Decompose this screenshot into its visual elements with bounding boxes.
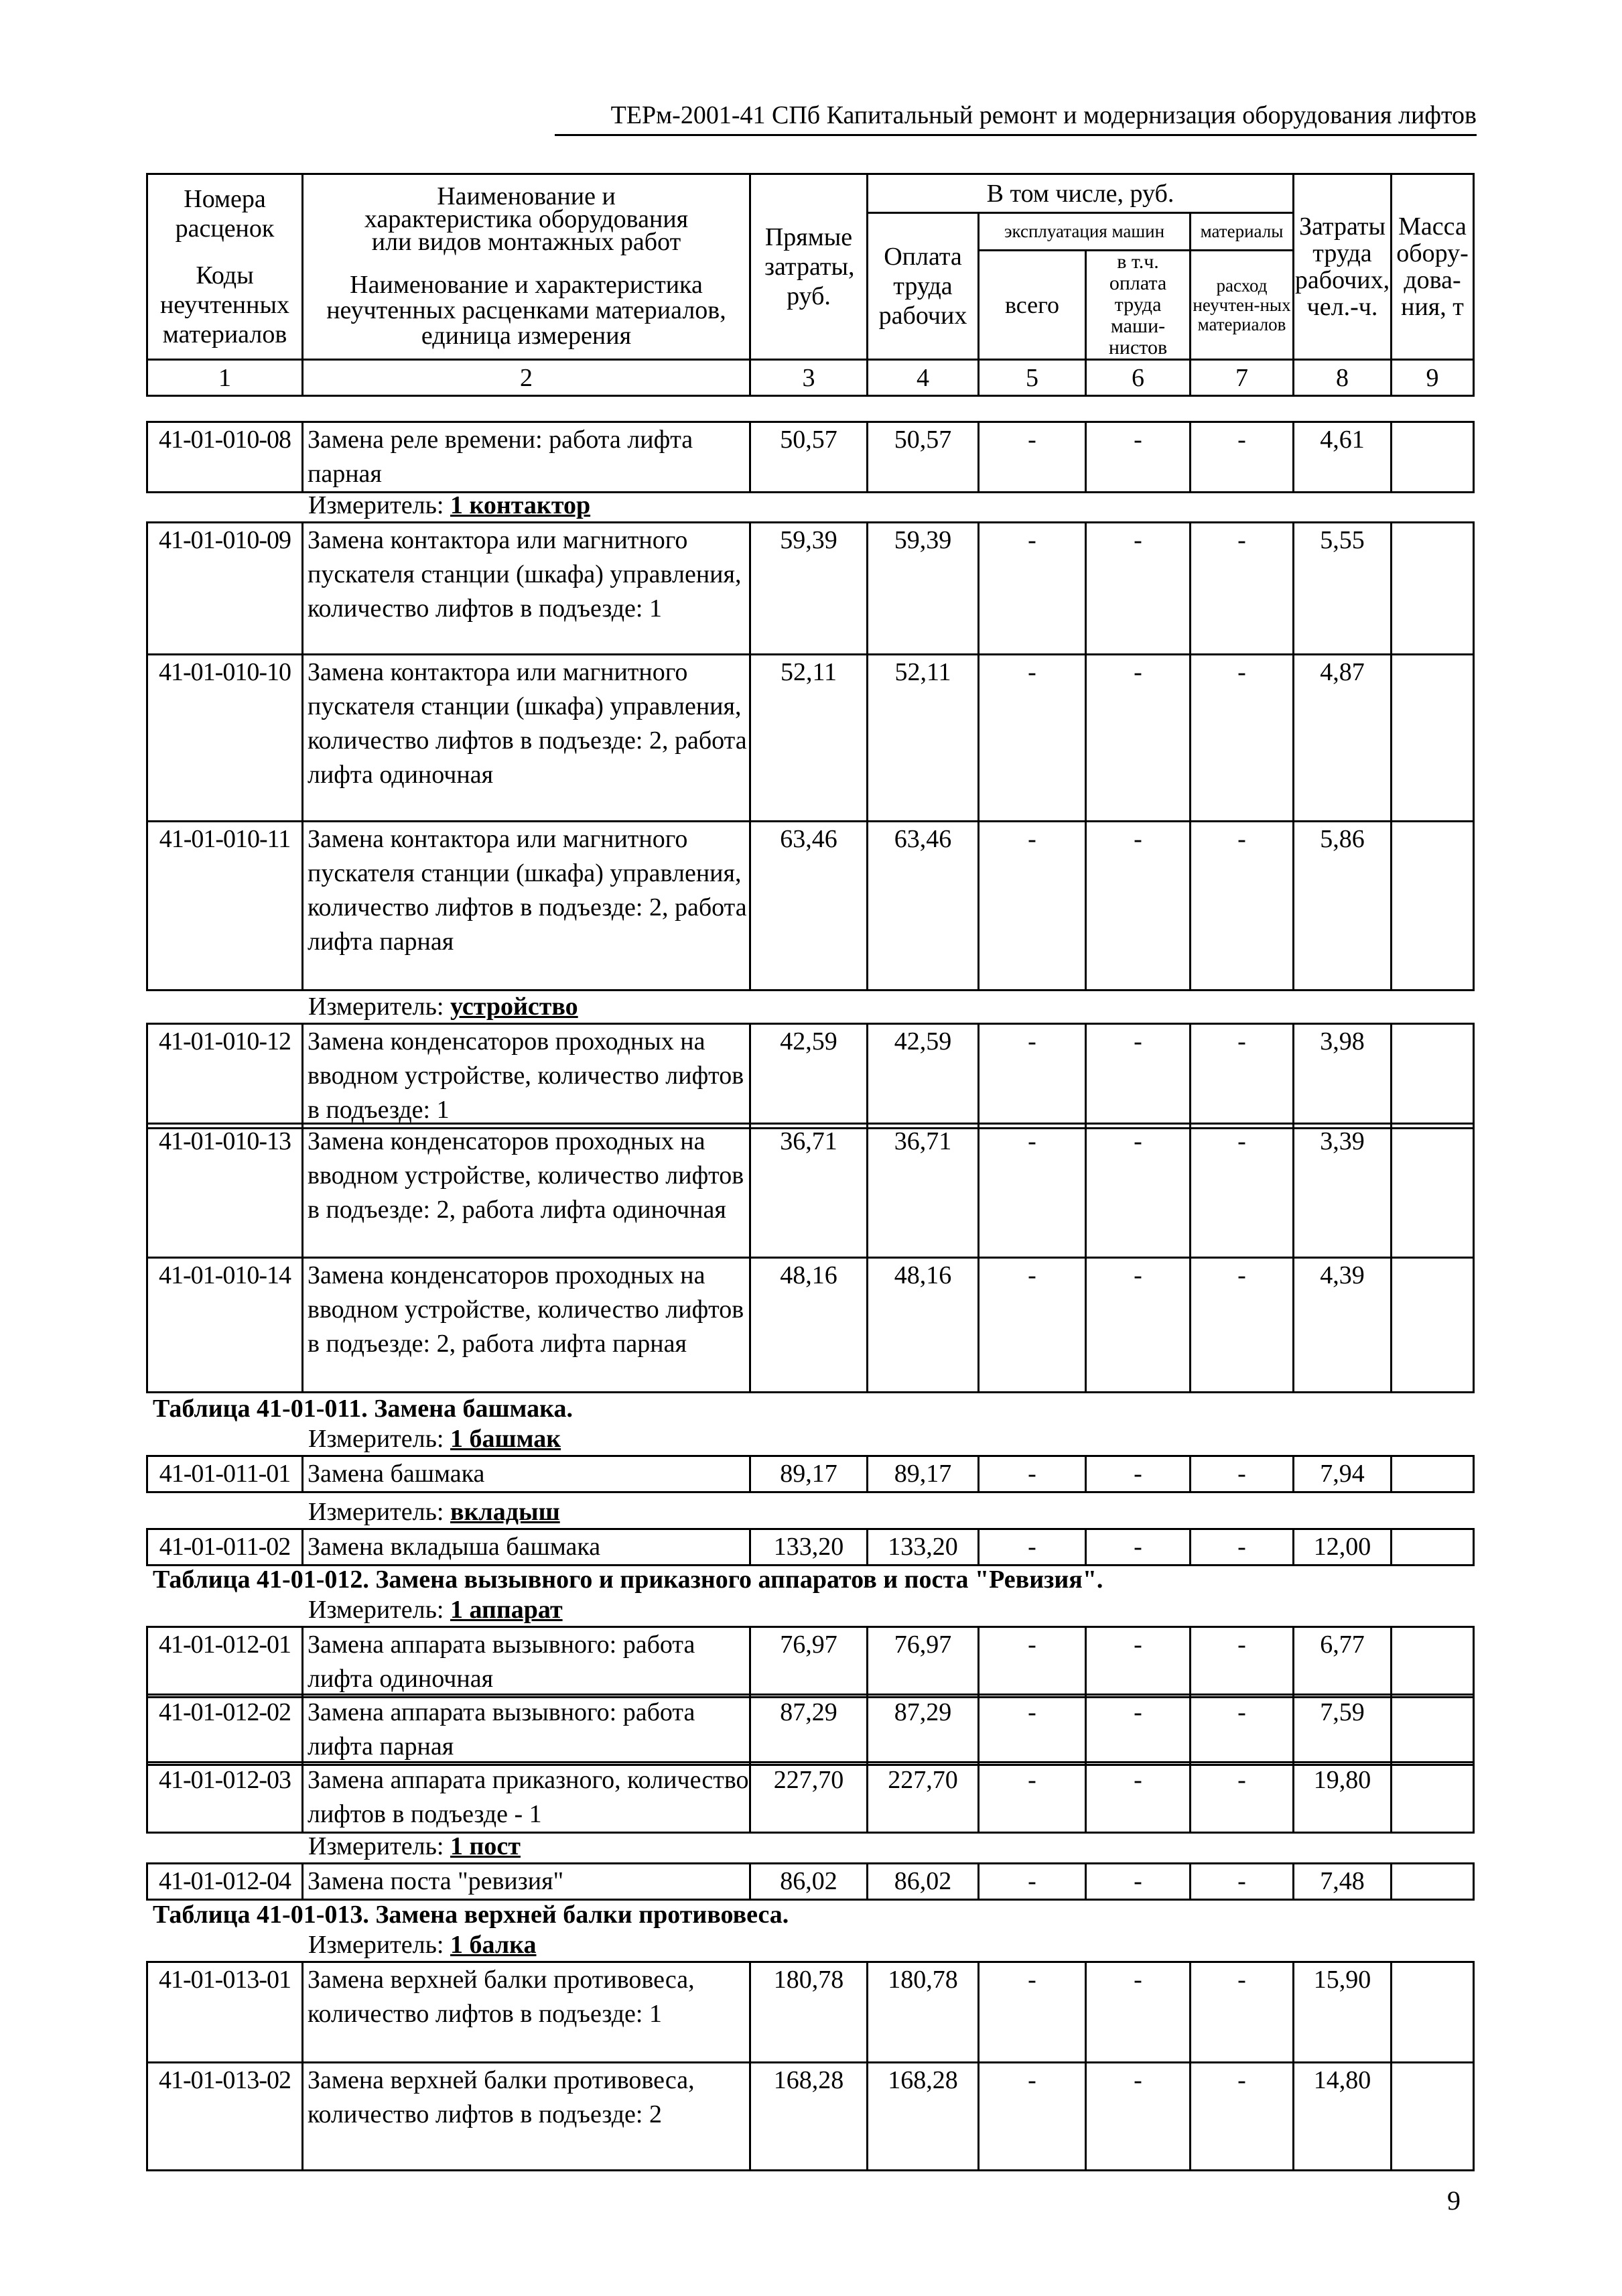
measure-caption: Измеритель: 1 балка: [308, 1931, 537, 1959]
rate-code: 41-01-013-01: [147, 1962, 303, 2063]
materials-cost: -: [1191, 523, 1294, 655]
machines-cost: -: [979, 523, 1086, 655]
direct-cost: 133,20: [750, 1529, 868, 1566]
direct-cost: 76,97: [750, 1627, 868, 1698]
labor-cost: 52,11: [868, 655, 979, 822]
machinists-cost: -: [1086, 422, 1191, 493]
equipment-mass: [1392, 1456, 1474, 1492]
measure-caption: Измеритель: 1 пост: [308, 1832, 521, 1860]
machines-cost: -: [979, 1627, 1086, 1698]
rate-block: [146, 820, 1475, 991]
rate-code: 41-01-011-02: [147, 1529, 303, 1566]
materials-cost: -: [1191, 1024, 1294, 1129]
measure-caption: Измеритель: 1 аппарат: [308, 1596, 563, 1624]
machines-cost: -: [979, 1529, 1086, 1566]
labor-hours: 12,00: [1294, 1529, 1392, 1566]
materials-cost: -: [1191, 422, 1294, 493]
direct-cost: 87,29: [750, 1695, 868, 1765]
machinists-cost: -: [1086, 1124, 1191, 1258]
rate-code: 41-01-010-14: [147, 1258, 303, 1393]
labor-hours: 3,39: [1294, 1124, 1392, 1258]
labor-hours: 6,77: [1294, 1627, 1392, 1698]
direct-cost: 50,57: [750, 422, 868, 493]
page-number: 9: [1447, 2185, 1461, 2216]
rate-code: 41-01-010-11: [147, 822, 303, 991]
equipment-mass: [1392, 822, 1474, 991]
rate-name: Замена вкладыша башмака: [303, 1529, 750, 1566]
machinists-cost: -: [1086, 1763, 1191, 1833]
machines-cost: -: [979, 1763, 1086, 1833]
rate-block: [146, 1123, 1475, 1259]
equipment-mass: [1392, 1529, 1474, 1566]
machines-cost: -: [979, 1456, 1086, 1492]
header-col4: Оплата труда рабочих: [868, 213, 979, 360]
equipment-mass: [1392, 523, 1474, 655]
machinists-cost: -: [1086, 1529, 1191, 1566]
table-caption: Таблица 41-01-012. Замена вызывного и приказного аппаратов и поста "Ревизия".: [153, 1566, 1103, 1594]
equipment-mass: [1392, 1962, 1474, 2063]
rate-code: 41-01-012-04: [147, 1864, 303, 1900]
machines-cost: -: [979, 2063, 1086, 2171]
materials-cost: -: [1191, 1695, 1294, 1765]
header-col1: [147, 174, 303, 360]
labor-cost: 63,46: [868, 822, 979, 991]
rate-block: [146, 1761, 1475, 1834]
labor-hours: 19,80: [1294, 1763, 1392, 1833]
machines-cost: -: [979, 655, 1086, 822]
rate-block: [146, 421, 1475, 493]
measure-caption: Измеритель: устройство: [308, 993, 578, 1021]
labor-cost: 48,16: [868, 1258, 979, 1393]
running-header: ТЕРм-2001-41 СПб Капитальный ремонт и модернизация оборудования лифтов: [610, 101, 1477, 129]
labor-cost: 168,28: [868, 2063, 979, 2171]
header-col5: всего: [979, 251, 1086, 360]
direct-cost: 36,71: [750, 1124, 868, 1258]
equipment-mass: [1392, 1864, 1474, 1900]
header-col6: в т.ч. оплата труда маши-нистов: [1086, 251, 1191, 360]
labor-cost: 76,97: [868, 1627, 979, 1698]
machinists-cost: -: [1086, 1627, 1191, 1698]
rate-code: 41-01-010-10: [147, 655, 303, 822]
header-col2: [303, 174, 750, 360]
materials-cost: -: [1191, 1456, 1294, 1492]
measure-caption: Измеритель: вкладыш: [308, 1498, 560, 1526]
materials-cost: -: [1191, 2063, 1294, 2171]
rate-block: [146, 1023, 1475, 1129]
rate-code: 41-01-012-02: [147, 1695, 303, 1765]
table-caption: Таблица 41-01-013. Замена верхней балки противовеса.: [153, 1901, 789, 1929]
rate-name: Замена контактора или магнитного пускателя станции (шкафа) управления, количество лифтов в подъезде: 1: [303, 523, 750, 655]
column-header-table: [146, 173, 1475, 397]
direct-cost: 63,46: [750, 822, 868, 991]
machinists-cost: -: [1086, 1695, 1191, 1765]
rate-name: Замена конденсаторов проходных на вводном устройстве, количество лифтов в подъезде: 2, работа лифта парная: [303, 1258, 750, 1393]
direct-cost: 42,59: [750, 1024, 868, 1129]
rate-name: Замена контактора или магнитного пускателя станции (шкафа) управления, количество лифтов в подъезде: 2, работа лифта одиночная: [303, 655, 750, 822]
labor-cost: 59,39: [868, 523, 979, 655]
machinists-cost: -: [1086, 1864, 1191, 1900]
rate-block: [146, 1257, 1475, 1393]
rate-name: Замена верхней балки противовеса, количество лифтов в подъезде: 2: [303, 2063, 750, 2171]
equipment-mass: [1392, 1695, 1474, 1765]
header-num-5: 5: [979, 360, 1086, 396]
header-group: В том числе, руб.: [868, 174, 1294, 213]
header-col1-top: Номера расценок: [175, 185, 275, 243]
rate-block: [146, 1961, 1475, 2063]
direct-cost: 227,70: [750, 1763, 868, 1833]
materials-cost: -: [1191, 1763, 1294, 1833]
header-rule: [555, 134, 1477, 136]
rate-block: [146, 1862, 1475, 1901]
rate-block: [146, 1626, 1475, 1698]
materials-cost: -: [1191, 1962, 1294, 2063]
rate-name: Замена аппарата вызывного: работа лифта парная: [303, 1695, 750, 1765]
header-num-9: 9: [1392, 360, 1474, 396]
rate-name: Замена конденсаторов проходных на вводном устройстве, количество лифтов в подъезде: 1: [303, 1024, 750, 1129]
equipment-mass: [1392, 1627, 1474, 1698]
rate-name: Замена башмака: [303, 1456, 750, 1492]
rate-block: [146, 653, 1475, 822]
rate-name: Замена реле времени: работа лифта парная: [303, 422, 750, 493]
rate-block: [146, 2061, 1475, 2171]
equipment-mass: [1392, 1258, 1474, 1393]
rate-code: 41-01-011-01: [147, 1456, 303, 1492]
header-col2-top: Наименование и характеристика оборудования или видов монтажных работ: [364, 182, 689, 256]
measure-caption: Измеритель: 1 контактор: [308, 491, 591, 519]
machinists-cost: -: [1086, 1962, 1191, 2063]
machinists-cost: -: [1086, 523, 1191, 655]
measure-caption: Измеритель: 1 башмак: [308, 1425, 561, 1453]
header-num-1: 1: [147, 360, 303, 396]
table-caption: Таблица 41-01-011. Замена башмака.: [153, 1395, 573, 1423]
header-machines: эксплуатация машин: [979, 213, 1191, 251]
labor-hours: 7,48: [1294, 1864, 1392, 1900]
header-num-4: 4: [868, 360, 979, 396]
materials-cost: -: [1191, 1529, 1294, 1566]
rate-name: Замена конденсаторов проходных на вводном устройстве, количество лифтов в подъезде: 2, работа лифта одиночная: [303, 1124, 750, 1258]
labor-cost: 50,57: [868, 422, 979, 493]
rate-name: Замена контактора или магнитного пускателя станции (шкафа) управления, количество лифтов в подъезде: 2, работа лифта парная: [303, 822, 750, 991]
machines-cost: -: [979, 422, 1086, 493]
header-col9: Масса обору-дова-ния, т: [1392, 174, 1474, 360]
labor-cost: 86,02: [868, 1864, 979, 1900]
machinists-cost: -: [1086, 822, 1191, 991]
labor-cost: 180,78: [868, 1962, 979, 2063]
machinists-cost: -: [1086, 1024, 1191, 1129]
direct-cost: 86,02: [750, 1864, 868, 1900]
labor-cost: 89,17: [868, 1456, 979, 1492]
machinists-cost: -: [1086, 1456, 1191, 1492]
header-materials: материалы: [1191, 213, 1294, 251]
machines-cost: -: [979, 1024, 1086, 1129]
rate-name: Замена верхней балки противовеса, количество лифтов в подъезде: 1: [303, 1962, 750, 2063]
equipment-mass: [1392, 2063, 1474, 2171]
header-col7: расход неучтен-ных материалов: [1191, 251, 1294, 360]
machines-cost: -: [979, 1695, 1086, 1765]
machinists-cost: -: [1086, 1258, 1191, 1393]
header-col1-bottom: Коды неучтенных материалов: [159, 261, 290, 348]
labor-hours: 4,61: [1294, 422, 1392, 493]
rate-name: Замена поста "ревизия": [303, 1864, 750, 1900]
header-num-2: 2: [303, 360, 750, 396]
rate-block: [146, 1455, 1475, 1493]
materials-cost: -: [1191, 1627, 1294, 1698]
direct-cost: 168,28: [750, 2063, 868, 2171]
header-col8: Затраты труда рабочих, чел.-ч.: [1294, 174, 1392, 360]
labor-hours: 5,55: [1294, 523, 1392, 655]
direct-cost: 52,11: [750, 655, 868, 822]
machines-cost: -: [979, 1962, 1086, 2063]
header-col3: Прямые затраты, руб.: [750, 174, 868, 360]
direct-cost: 89,17: [750, 1456, 868, 1492]
machines-cost: -: [979, 1124, 1086, 1258]
rate-block: [146, 521, 1475, 655]
header-col2-bottom: Наименование и характеристика неучтенных расценками материалов, единица измерения: [326, 271, 726, 350]
rate-code: 41-01-013-02: [147, 2063, 303, 2171]
materials-cost: -: [1191, 822, 1294, 991]
rate-code: 41-01-012-01: [147, 1627, 303, 1698]
labor-cost: 42,59: [868, 1024, 979, 1129]
rate-code: 41-01-010-08: [147, 422, 303, 493]
rate-code: 41-01-012-03: [147, 1763, 303, 1833]
machines-cost: -: [979, 822, 1086, 991]
header-num-8: 8: [1294, 360, 1392, 396]
labor-cost: 227,70: [868, 1763, 979, 1833]
labor-cost: 36,71: [868, 1124, 979, 1258]
rate-block: [146, 1528, 1475, 1566]
labor-hours: 14,80: [1294, 2063, 1392, 2171]
labor-hours: 7,94: [1294, 1456, 1392, 1492]
header-num-6: 6: [1086, 360, 1191, 396]
rate-block: [146, 1694, 1475, 1766]
header-num-7: 7: [1191, 360, 1294, 396]
labor-hours: 3,98: [1294, 1024, 1392, 1129]
rate-code: 41-01-010-09: [147, 523, 303, 655]
labor-cost: 87,29: [868, 1695, 979, 1765]
labor-hours: 4,87: [1294, 655, 1392, 822]
rate-name: Замена аппарата приказного, количество лифтов в подъезде - 1: [303, 1763, 750, 1833]
rate-code: 41-01-010-12: [147, 1024, 303, 1129]
labor-cost: 133,20: [868, 1529, 979, 1566]
rate-code: 41-01-010-13: [147, 1124, 303, 1258]
machines-cost: -: [979, 1864, 1086, 1900]
machinists-cost: -: [1086, 655, 1191, 822]
direct-cost: 48,16: [750, 1258, 868, 1393]
machinists-cost: -: [1086, 2063, 1191, 2171]
labor-hours: 7,59: [1294, 1695, 1392, 1765]
equipment-mass: [1392, 422, 1474, 493]
materials-cost: -: [1191, 1124, 1294, 1258]
labor-hours: 4,39: [1294, 1258, 1392, 1393]
materials-cost: -: [1191, 1258, 1294, 1393]
labor-hours: 15,90: [1294, 1962, 1392, 2063]
rate-name: Замена аппарата вызывного: работа лифта одиночная: [303, 1627, 750, 1698]
materials-cost: -: [1191, 1864, 1294, 1900]
equipment-mass: [1392, 655, 1474, 822]
materials-cost: -: [1191, 655, 1294, 822]
equipment-mass: [1392, 1124, 1474, 1258]
labor-hours: 5,86: [1294, 822, 1392, 991]
equipment-mass: [1392, 1024, 1474, 1129]
header-num-3: 3: [750, 360, 868, 396]
direct-cost: 59,39: [750, 523, 868, 655]
direct-cost: 180,78: [750, 1962, 868, 2063]
equipment-mass: [1392, 1763, 1474, 1833]
machines-cost: -: [979, 1258, 1086, 1393]
